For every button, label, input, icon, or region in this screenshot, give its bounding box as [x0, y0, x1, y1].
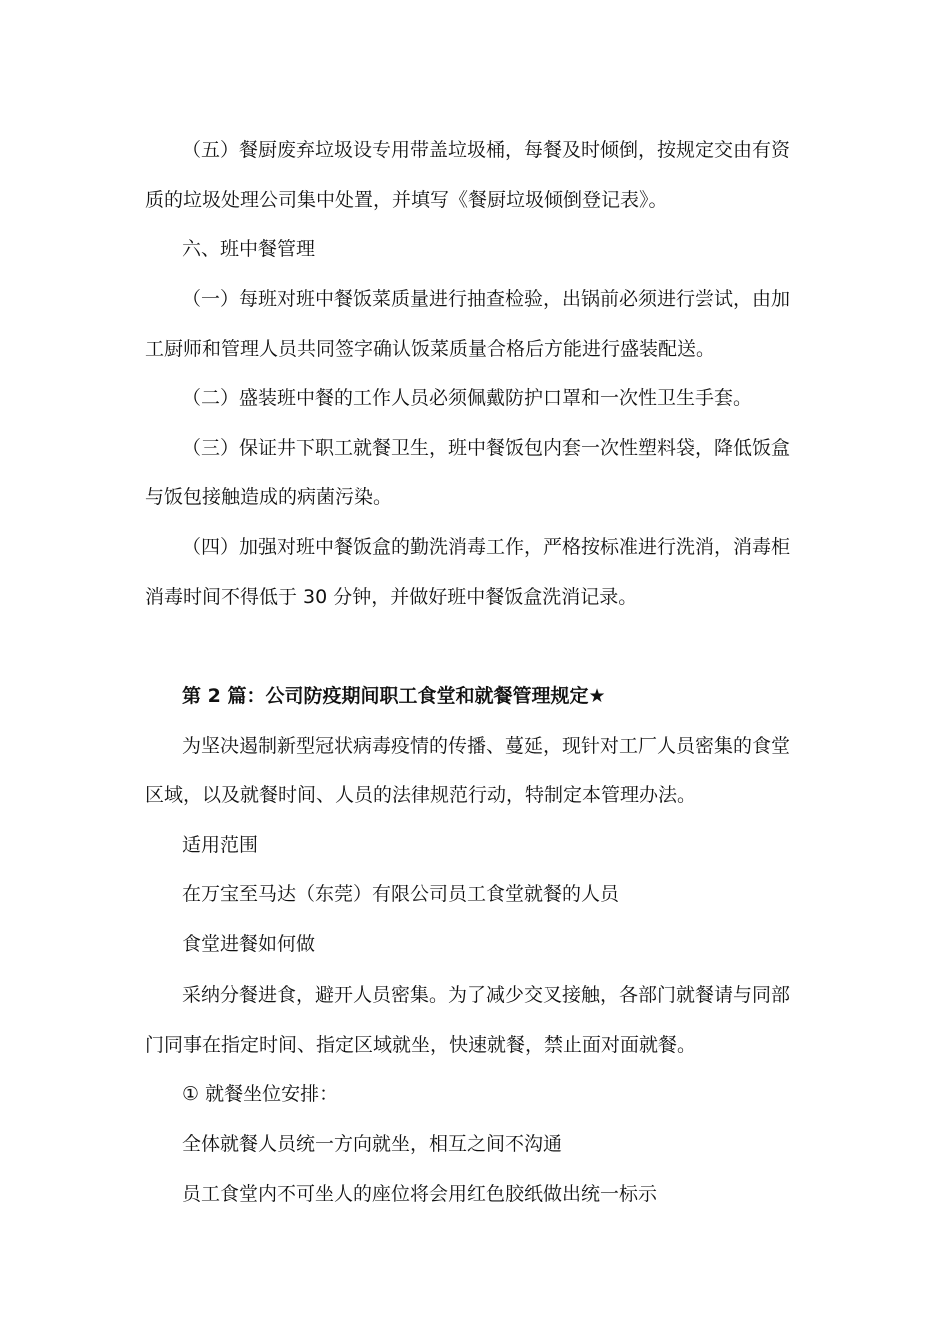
item-4-line-2: 消毒时间不得低于 30 分钟，并做好班中餐饭盒洗消记录。	[145, 586, 638, 608]
howto-line-2: 门同事在指定时间、指定区域就坐，快速就餐，禁止面对面就餐。	[145, 1034, 697, 1056]
item-1-line-2: 工厨师和管理人员共同签字确认饭菜质量合格后方能进行盛装配送。	[145, 338, 716, 360]
item-2-line-1: （二）盛装班中餐的工作人员必须佩戴防护口罩和一次性卫生手套。	[182, 387, 753, 409]
item-3-line-1: （三）保证井下职工就餐卫生，班中餐饭包内套一次性塑料袋，降低饭盒	[182, 437, 791, 459]
howto-line-1: 采纳分餐进食，避开人员密集。为了减少交叉接触，各部门就餐请与同部	[182, 984, 791, 1006]
section-6-heading: 六、班中餐管理	[182, 238, 316, 260]
scope-heading: 适用范围	[182, 834, 259, 856]
paragraph-5-line-2: 质的垃圾处理公司集中处置，并填写《餐厨垃圾倾倒登记表》。	[145, 189, 668, 211]
seating-heading: ① 就餐坐位安排：	[182, 1083, 339, 1105]
seating-rule-2: 员工食堂内不可坐人的座位将会用红色胶纸做出统一标示	[182, 1183, 658, 1205]
item-1-line-1: （一）每班对班中餐饭菜质量进行抽查检验，出锅前必须进行尝试，由加	[182, 288, 791, 310]
intro-line-1: 为坚决遏制新型冠状病毒疫情的传播、蔓延，现针对工厂人员密集的食堂	[182, 735, 791, 757]
seating-rule-1: 全体就餐人员统一方向就坐，相互之间不沟通	[182, 1133, 563, 1155]
intro-line-2: 区域，以及就餐时间、人员的法律规范行动，特制定本管理办法。	[145, 784, 697, 806]
item-3-line-2: 与饭包接触造成的病菌污染。	[145, 486, 393, 508]
item-4-line-1: （四）加强对班中餐饭盒的勤洗消毒工作，严格按标准进行洗消，消毒柜	[182, 536, 791, 558]
scope-text: 在万宝至马达（东莞）有限公司员工食堂就餐的人员	[182, 883, 620, 905]
paragraph-5-line-1: （五）餐厨废弃垃圾设专用带盖垃圾桶，每餐及时倾倒，按规定交由有资	[182, 139, 791, 161]
article-2-title: 第 2 篇：公司防疫期间职工食堂和就餐管理规定★	[182, 685, 606, 707]
howto-heading: 食堂进餐如何做	[182, 933, 316, 955]
